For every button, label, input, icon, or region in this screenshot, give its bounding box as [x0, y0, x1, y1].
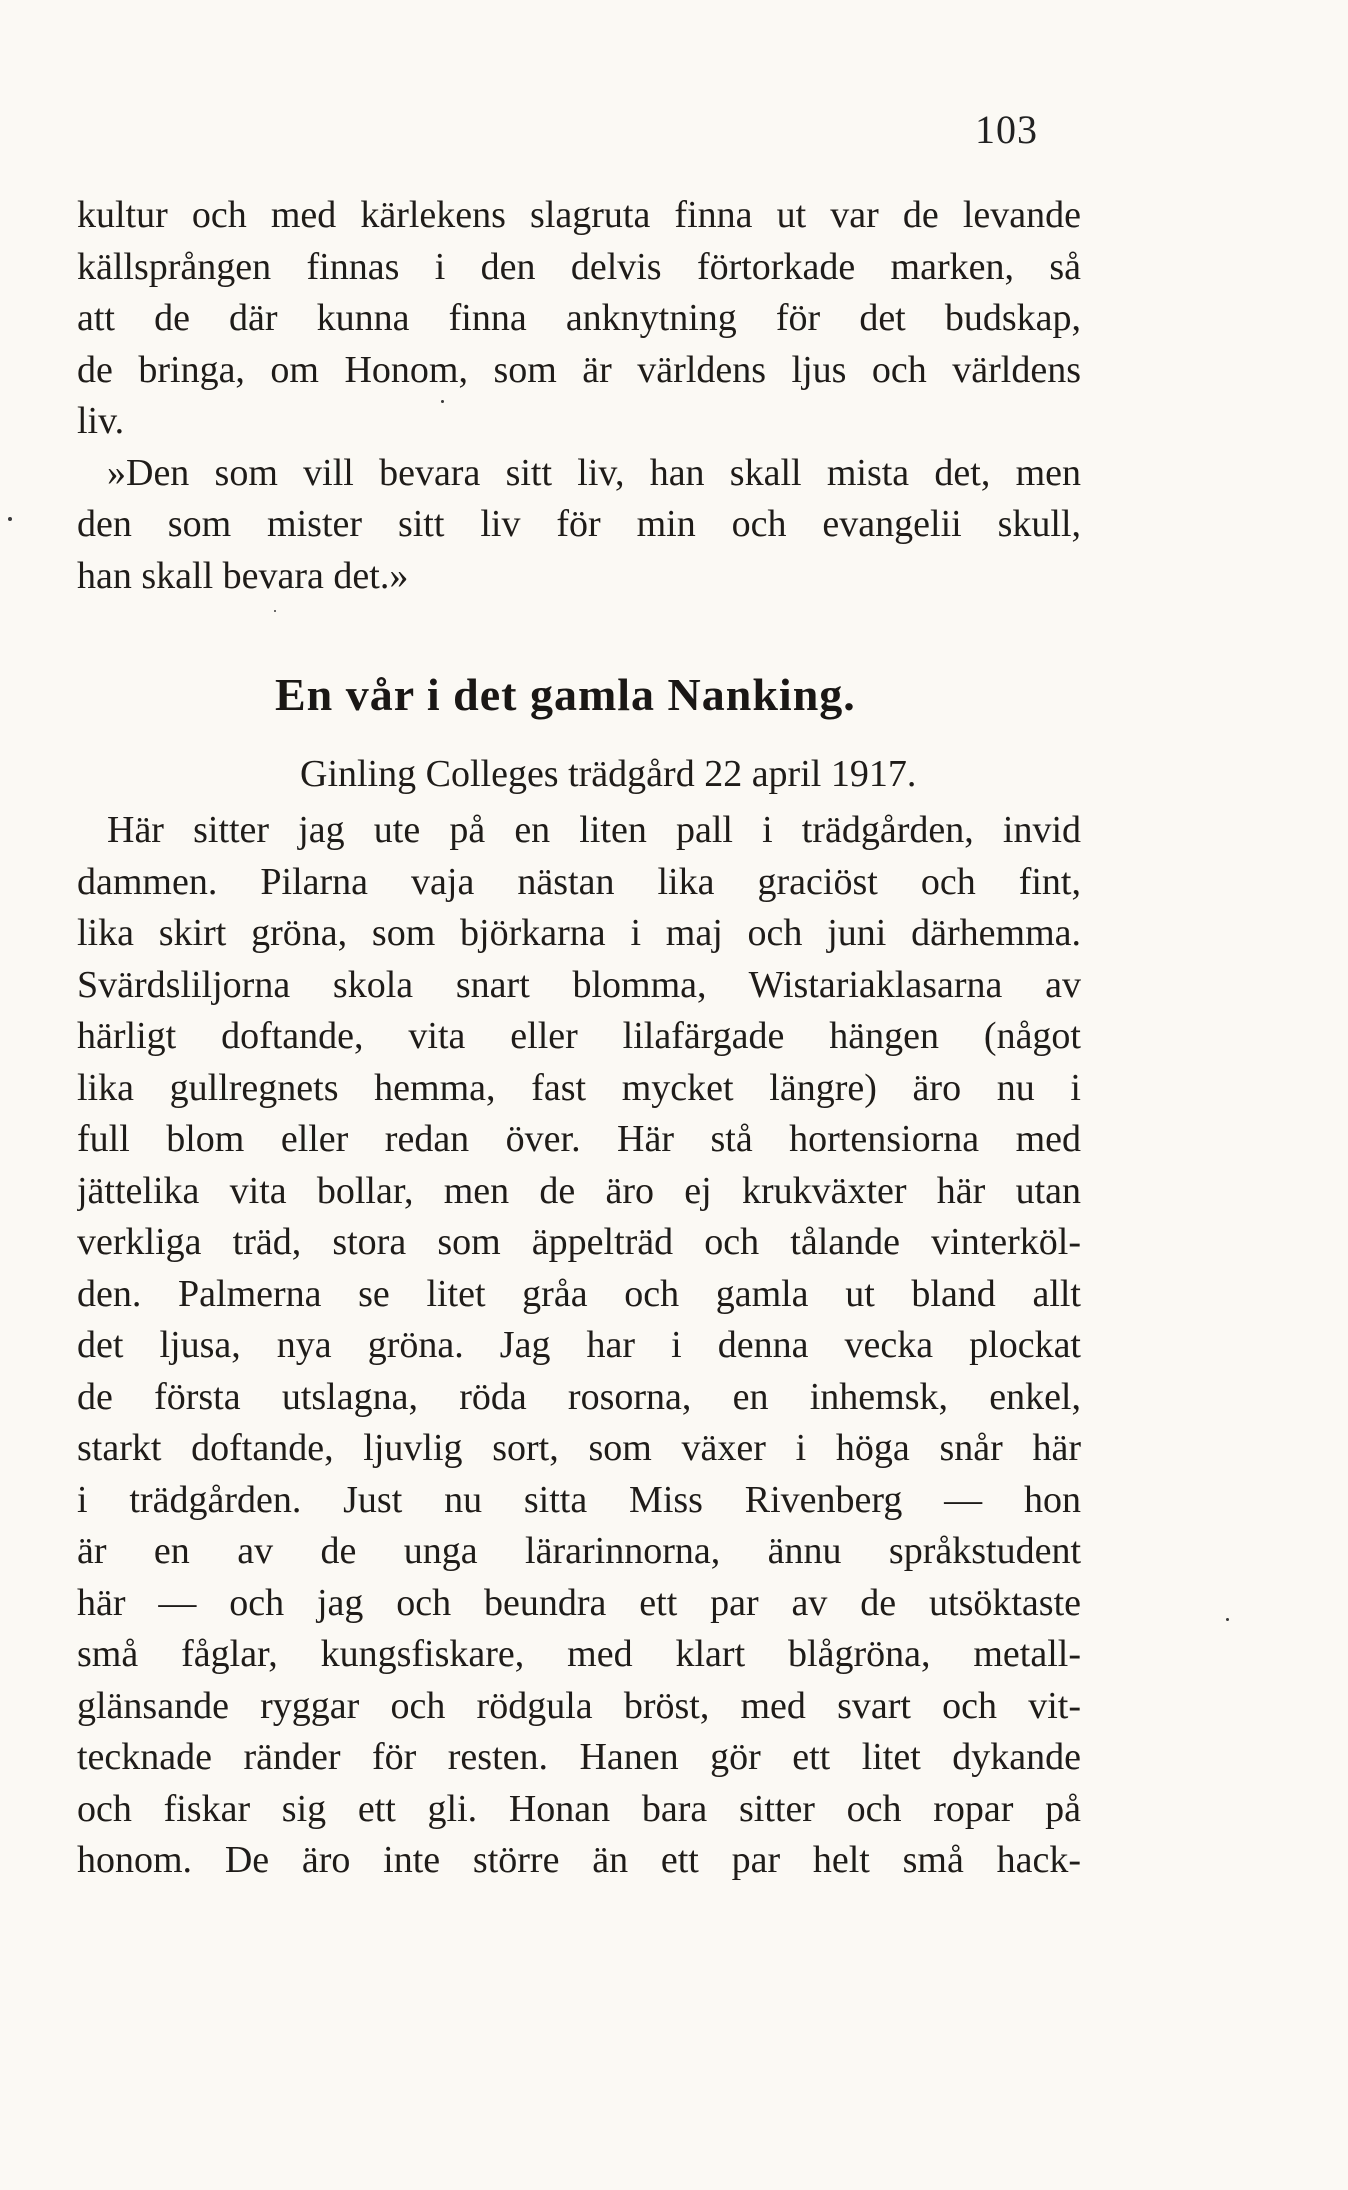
text-line: de bringa, om Honom, som är världens ljus och världens [77, 348, 1081, 391]
page-number: 103 [975, 107, 1038, 152]
text-line: lika skirt gröna, som björkarna i maj och juni därhemma. [77, 912, 1081, 954]
print-speck [1226, 1618, 1229, 1621]
text-line: lika gullregnets hemma, fast mycket längre) äro nu i [77, 1066, 1081, 1109]
section-heading: En vår i det gamla Nanking. [275, 669, 856, 720]
text-line: härligt doftande, vita eller lilafärgade hängen (något [77, 1015, 1081, 1057]
text-line: han skall bevara det.» [77, 554, 409, 597]
print-speck [8, 517, 12, 521]
text-line: tecknade ränder för resten. Hanen gör ett litet dykande [77, 1736, 1081, 1778]
text-line: små fåglar, kungsfiskare, med klart blågröna, metall- [77, 1633, 1081, 1675]
text-line: jättelika vita bollar, men de äro ej krukväxter här utan [77, 1169, 1081, 1212]
text-line: full blom eller redan över. Här stå hortensiorna med [77, 1118, 1081, 1160]
section-body [77, 805, 1081, 1887]
text-line: kultur och med kärlekens slagruta finna ut var de levande [77, 194, 1081, 236]
text-line: den. Palmerna se litet gråa och gamla ut bland allt [77, 1272, 1081, 1315]
text-line: honom. De äro inte större än ett par helt små hack- [77, 1839, 1081, 1881]
print-speck [274, 610, 276, 612]
print-speck [441, 400, 444, 403]
text-line: och fiskar sig ett gli. Honan bara sitter och ropar på [77, 1787, 1081, 1830]
text-line: glänsande ryggar och rödgula bröst, med svart och vit- [77, 1684, 1081, 1727]
text-line: är en av de unga lärarinnorna, ännu språkstudent [77, 1530, 1081, 1572]
text-line: det ljusa, nya gröna. Jag har i denna vecka plockat [77, 1324, 1081, 1366]
text-line: källsprången finnas i den delvis förtorkade marken, så [77, 245, 1081, 288]
text-line: att de där kunna finna anknytning för det budskap, [77, 297, 1081, 339]
text-line: »Den som vill bevara sitt liv, han skall mista det, men [107, 451, 1081, 494]
text-line: den som mister sitt liv för min och evangelii skull, [77, 503, 1081, 545]
dateline: Ginling Colleges trädgård 22 april 1917. [300, 753, 917, 795]
text-line: Här sitter jag ute på en liten pall i trädgården, invid [107, 809, 1081, 851]
text-line: här — och jag och beundra ett par av de utsöktaste [77, 1581, 1081, 1624]
text-line: dammen. Pilarna vaja nästan lika graciöst och fint, [77, 860, 1081, 903]
intro-paragraphs [77, 190, 1081, 602]
text-line: i trädgården. Just nu sitta Miss Rivenberg — hon [77, 1478, 1081, 1521]
text-line: liv. [77, 400, 125, 442]
text-line: starkt doftande, ljuvlig sort, som växer i höga snår här [77, 1427, 1081, 1469]
text-line: verkliga träd, stora som äppelträd och tålande vinterköl- [77, 1221, 1081, 1263]
text-line: de första utslagna, röda rosorna, en inhemsk, enkel, [77, 1375, 1081, 1418]
text-line: Svärdsliljorna skola snart blomma, Wistariaklasarna av [77, 963, 1081, 1006]
